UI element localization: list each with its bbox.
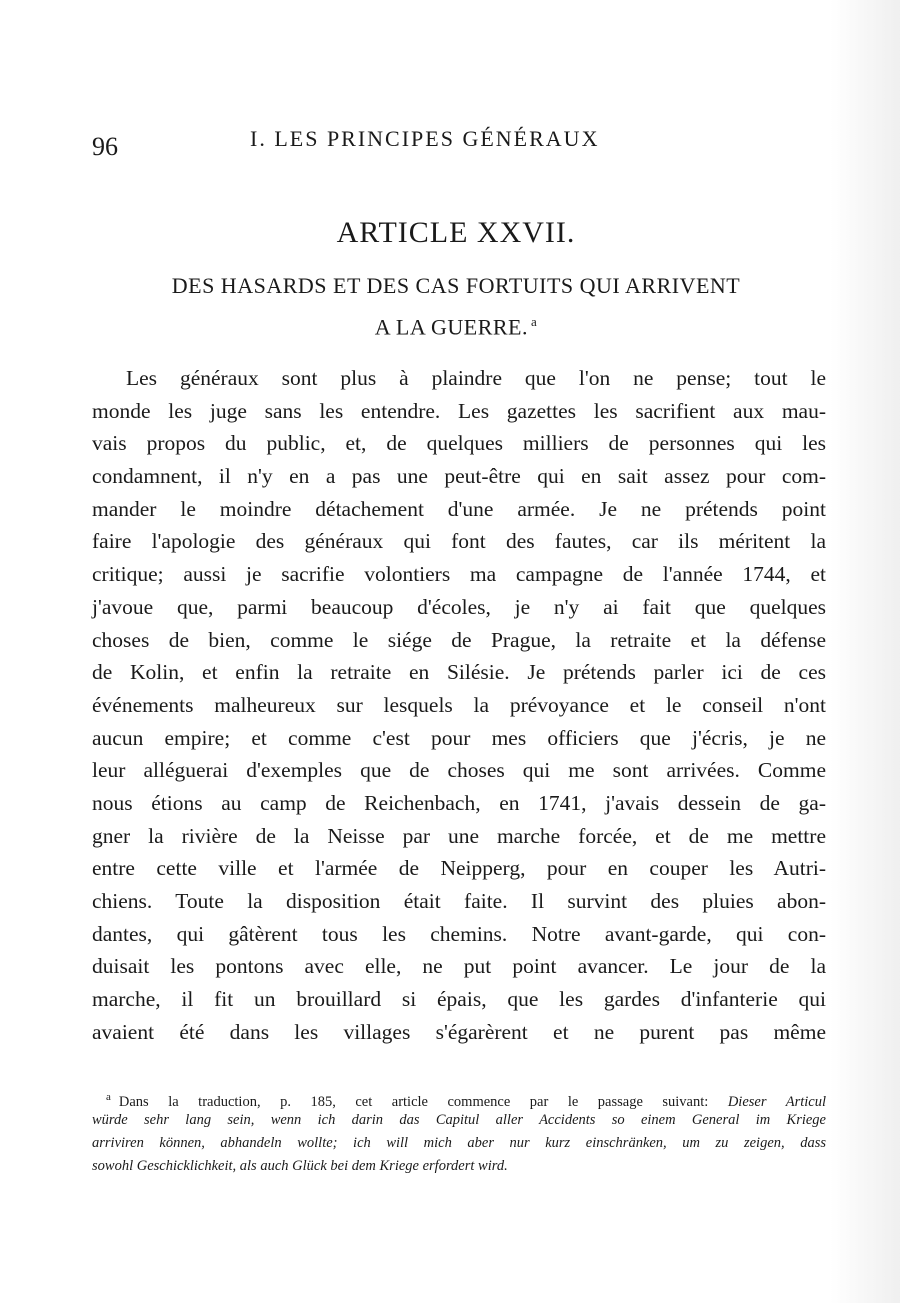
body-line: avaient été dans les villages s'égarèrent et ne purent pas même (92, 1019, 826, 1044)
footnote-marker: a (106, 1091, 111, 1103)
subtitle-line-2 (0, 304, 900, 345)
body-line: aucun empire; et comme c'est pour mes officiers que j'écris, je ne (92, 725, 826, 750)
body-line: leur alléguerai d'exemples que de choses qui me sont arrivées. Comme (92, 758, 826, 783)
body-line: mander le moindre détachement d'une armée. Je ne prétends point (92, 496, 826, 521)
footnote-line-1 (92, 1086, 826, 1109)
footnote-line-4 (92, 1155, 826, 1178)
body-line: duisait les pontons avec elle, ne put point avancer. Le jour de la (92, 954, 826, 979)
footnote-italic-text: würde sehr lang sein, wenn ich darin das Capitul aller Accidents so einem General im Kriege (92, 1112, 826, 1128)
body-line: événements malheureux sur lesquels la prévoyance et le conseil n'ont (92, 692, 826, 717)
footnote-italic-text: Dieser Articul (727, 1093, 827, 1110)
footnote-italic-text: arriviren können, abhandeln wollte; ich will mich aber nur kurz einschränken, um zu zeigen, dass (92, 1135, 826, 1151)
footnote-reference-marker: a (531, 314, 538, 329)
body-line: dantes, qui gâtèrent tous les chemins. Notre avant-garde, qui con- (92, 921, 826, 946)
page-edge-shadow (830, 0, 900, 1303)
footnote-line-3 (92, 1132, 826, 1155)
article-subtitle (0, 268, 900, 345)
body-text (92, 362, 826, 1048)
body-line: vais propos du public, et, de quelques milliers de personnes qui les (92, 431, 826, 456)
page-number: 96 (92, 132, 118, 161)
body-line: entre cette ville et l'armée de Neipperg, pour en couper les Autri- (92, 856, 826, 881)
body-line: j'avoue que, parmi beaucoup d'écoles, je n'y ai fait que quelques (92, 594, 826, 619)
body-line: choses de bien, comme le siége de Prague, la retraite et la défense (92, 627, 826, 652)
body-line: gner la rivière de la Neisse par une marche forcée, et de me mettre (92, 823, 826, 848)
body-line: condamnent, il n'y en a pas une peut-être qui en sait assez pour com- (92, 464, 826, 489)
body-line: de Kolin, et enfin la retraite en Silésie. Je prétends parler ici de ces (92, 660, 826, 685)
body-line: faire l'apologie des généraux qui font des fautes, car ils méritent la (92, 529, 826, 554)
body-line: nous étions au camp de Reichenbach, en 1741, j'avais dessein de ga- (92, 790, 826, 815)
body-line: marche, il fit un brouillard si épais, que les gardes d'infanterie qui (92, 987, 826, 1012)
footnote-roman-text: Dans la traduction, p. 185, cet article commence par le passage suivant: (118, 1093, 709, 1110)
footnote (92, 1086, 826, 1178)
running-header (92, 124, 832, 164)
running-title: I. LES PRINCIPES GÉNÉRAUX (250, 126, 600, 151)
body-line: monde les juge sans les entendre. Les gazettes les sacrifient aux mau- (92, 398, 826, 423)
article-title: ARTICLE XXVII. (336, 216, 576, 249)
footnote-line-2 (92, 1109, 826, 1132)
body-line: critique; aussi je sacrifie volontiers ma campagne de l'année 1744, et (92, 562, 826, 587)
body-line: Les généraux sont plus à plaindre que l'on ne pense; tout le (126, 366, 826, 390)
subtitle-line-1: DES HASARDS ET DES CAS FORTUITS QUI ARRIVENT (171, 273, 741, 298)
footnote-italic-text: sowohl Geschicklichkeit, als auch Glück bei dem Kriege erfordert wird. (92, 1158, 508, 1174)
body-line: chiens. Toute la disposition était faite. Il survint des pluies abon- (92, 889, 826, 913)
subtitle-line-2-text: A LA GUERRE. (374, 314, 528, 340)
